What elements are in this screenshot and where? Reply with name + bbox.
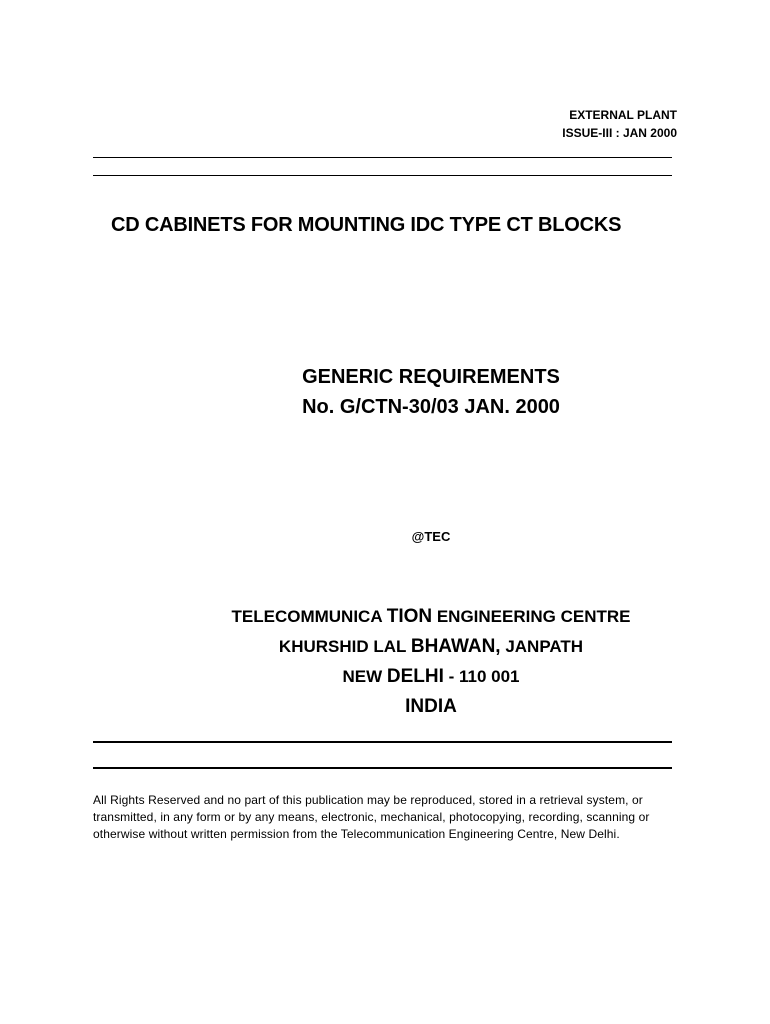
header-department: EXTERNAL PLANT	[569, 108, 677, 122]
address-line-organisation	[93, 602, 769, 632]
rights-notice: All Rights Reserved and no part of this publication may be reproduced, stored in a retrieval system, or transmitted, in any form or by any means, electronic, mechanical, photocopying, recording, scanning or otherwise without written permission from the Telecommunication Engineering Centre, New Delhi.	[93, 793, 650, 841]
copyright-mark: @TEC	[411, 529, 451, 544]
generic-requirements-heading: GENERIC REQUIREMENTS	[302, 366, 560, 388]
address-block	[93, 602, 769, 722]
generic-requirements	[93, 362, 769, 422]
address-building-part2: BHAWAN,	[410, 636, 501, 657]
address-country: INDIA	[405, 696, 457, 717]
header-rule-top	[93, 157, 672, 158]
footer-rule-bottom	[93, 767, 672, 769]
header-rule-bottom	[93, 175, 672, 176]
address-org-part3: ENGINEERING CENTRE	[436, 607, 631, 626]
address-line-city	[93, 662, 769, 692]
address-city-part3: - 110 001	[448, 667, 520, 686]
address-city-part2: DELHI	[386, 666, 444, 687]
address-org-part1: TELECOMMUNICA	[231, 607, 382, 626]
address-city-part1: NEW	[342, 667, 383, 686]
header-info	[562, 106, 677, 142]
header-issue: ISSUE-III : JAN 2000	[562, 126, 677, 140]
address-building-part1: KHURSHID LAL	[278, 637, 407, 656]
address-building-part3: JANPATH	[505, 637, 584, 656]
document-title: CD CABINETS FOR MOUNTING IDC TYPE CT BLOCKS	[111, 214, 622, 236]
document-number: No. G/CTN-30/03 JAN. 2000	[302, 396, 560, 418]
footer-rule-top	[93, 741, 672, 743]
address-line-building	[93, 632, 769, 662]
address-org-part2: TION	[386, 606, 433, 627]
